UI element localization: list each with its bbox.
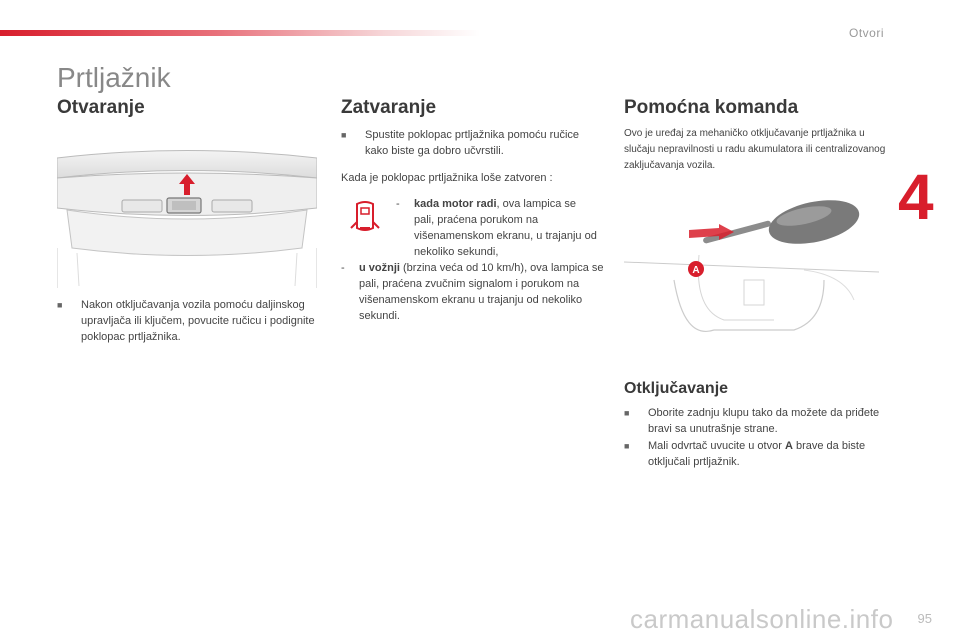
heading-otkljucavanje: Otključavanje	[624, 380, 729, 397]
open-trunk-warning-icon	[345, 198, 385, 236]
list-item: ■ Mali odvrtač uvucite u otvor A brave da biste otključali prtljažnik.	[624, 440, 866, 468]
warning-item-engine: - kada motor radi, ova lampica se pali, praćena porukom na višenamenskom ekranu, u trajanju od nekoliko sekundi,	[396, 198, 597, 258]
zatvaranje-bullets	[341, 127, 581, 160]
watermark: carmanualsonline.info	[630, 604, 894, 634]
list-item: ■ Oborite zadnju klupu tako da možete da priđete bravi sa unutrašnje strane.	[624, 407, 880, 435]
page-title: Prtljažnik	[57, 62, 171, 93]
zatvaranje-intro: Kada je poklopac prtljažnika loše zatvoren :	[341, 172, 553, 184]
list-item: ■ Spustite poklopac prtljažnika pomoću ručice kako biste ga dobro učvrstili.	[341, 129, 580, 157]
heading-zatvaranje: Zatvaranje	[341, 97, 437, 118]
bullet-icon: ■	[624, 441, 630, 451]
bullet-icon: ■	[341, 130, 347, 140]
bullet-icon: ■	[57, 300, 63, 310]
pomocna-text: Ovo je uređaj za mehaničko otključavanje prtljažnika u slučaju nepravilnosti u radu akumulatora ili centralizovanog zaključavanja vozila.	[624, 128, 886, 171]
page-number: 95	[917, 611, 932, 626]
callout-a-label: A	[692, 265, 700, 276]
list-item: ■ Nakon otključavanja vozila pomoću daljinskog upravljača ili ključem, povucite ručicu i podignite poklopac prtljažnika.	[57, 299, 315, 343]
warning-item-driving: - u vožnji (brzina veća od 10 km/h), ova lampica se pali, praćena zvučnim signalom i porukom na višenamenskom ekranu u trajanju od nekoliko sekundi.	[341, 262, 604, 322]
heading-otvaranje: Otvaranje	[57, 97, 145, 118]
otkljucavanje-bullets	[624, 405, 886, 471]
chapter-number: 4	[898, 161, 934, 233]
otvaranje-bullets	[57, 297, 315, 346]
heading-pomocna-komanda: Pomoćna komanda	[624, 97, 799, 118]
trunk-handle-illustration	[57, 138, 317, 288]
screwdriver-lock-illustration	[624, 200, 886, 340]
header-accent-bar	[0, 30, 480, 36]
bullet-icon: ■	[624, 408, 630, 418]
section-label: Otvori	[848, 26, 884, 40]
